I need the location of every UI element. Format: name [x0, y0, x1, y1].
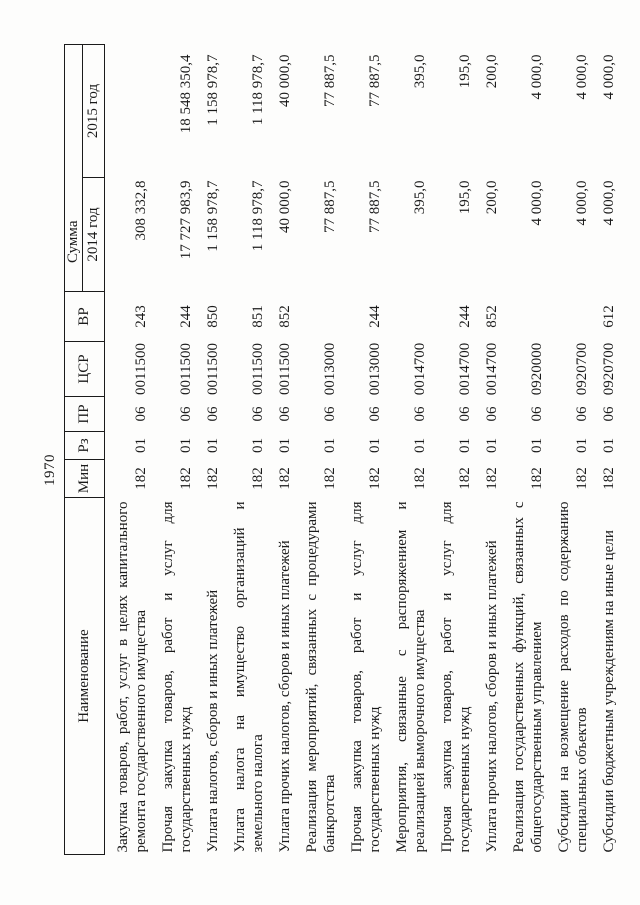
cell-name: Закупка товаров, работ, услуг в целях капитального ремонта государственного имущества — [115, 501, 149, 853]
cell-rz: 01 — [178, 438, 194, 453]
cell-sum-2015: 40 000,0 — [277, 54, 293, 107]
cell-rz: 01 — [457, 438, 473, 453]
cell-vr: 852 — [277, 305, 293, 328]
cell-csr: 0013000 — [367, 342, 383, 396]
cell-sum-2014: 308 332,8 — [133, 180, 149, 241]
cell-vr: 612 — [601, 305, 617, 328]
cell-name: Прочая закупка товаров, работ и услуг для государственных нужд — [160, 501, 194, 853]
cell-csr: 0014700 — [412, 342, 428, 396]
table-row — [294, 44, 339, 854]
table-row — [267, 44, 294, 854]
cell-name: Уплата прочих налогов, сборов и иных платежей — [277, 540, 293, 853]
cell-pr: 06 — [457, 406, 473, 422]
cell-min: 182 — [601, 467, 617, 490]
cell-rz: 01 — [250, 438, 266, 453]
cell-sum-2015: 4 000,0 — [601, 54, 617, 100]
cell-sum-2014: 4 000,0 — [529, 180, 545, 226]
cell-min: 182 — [205, 467, 221, 490]
cell-sum-2014: 40 000,0 — [277, 180, 293, 233]
table-row — [501, 44, 546, 854]
cell-name: Уплата налога на имущество организаций и земельного налога — [232, 501, 266, 853]
cell-rz: 01 — [412, 438, 428, 453]
page-number: 1970 — [42, 454, 58, 486]
col-header-name: Наименование — [65, 498, 105, 855]
cell-csr: 0014700 — [484, 342, 500, 396]
cell-rz: 01 — [529, 438, 545, 453]
cell-min: 182 — [574, 467, 590, 490]
table-header — [65, 44, 105, 854]
cell-vr: 850 — [205, 305, 221, 328]
cell-sum-2014: 195,0 — [457, 180, 473, 215]
cell-sum-2014: 1 158 978,7 — [205, 180, 221, 252]
budget-table — [64, 44, 618, 855]
cell-vr: 244 — [178, 305, 194, 328]
col-header-year-2015: 2015 год — [83, 44, 105, 177]
cell-sum-2015 — [105, 44, 151, 177]
cell-sum-2015: 18 548 350,4 — [178, 54, 194, 134]
table-row — [222, 44, 267, 854]
cell-rz: 01 — [574, 438, 590, 453]
cell-pr: 06 — [178, 406, 194, 422]
table-row — [429, 44, 474, 854]
cell-vr: 851 — [250, 305, 266, 328]
cell-pr: 06 — [322, 406, 338, 422]
cell-pr: 06 — [277, 406, 293, 422]
cell-sum-2014: 77 887,5 — [322, 180, 338, 233]
col-header-csr: ЦСР — [65, 342, 105, 397]
cell-min: 182 — [367, 467, 383, 490]
cell-pr: 06 — [250, 406, 266, 422]
table-row — [591, 44, 618, 854]
cell-min: 182 — [322, 467, 338, 490]
cell-vr — [546, 292, 591, 342]
cell-name: Уплата прочих налогов, сборов и иных платежей — [484, 540, 500, 853]
cell-sum-2015: 200,0 — [484, 54, 500, 89]
cell-csr: 0920700 — [574, 342, 590, 396]
cell-vr: 244 — [457, 305, 473, 328]
col-header-sum: Сумма — [65, 44, 83, 291]
table-row — [384, 44, 429, 854]
cell-rz: 01 — [484, 438, 500, 453]
cell-rz: 01 — [367, 438, 383, 453]
cell-vr: 852 — [484, 305, 500, 328]
cell-pr: 06 — [205, 406, 221, 422]
col-header-year-2014: 2014 год — [83, 178, 105, 292]
cell-csr: 0011500 — [205, 343, 221, 395]
cell-sum-2015: 195,0 — [457, 54, 473, 89]
cell-csr: 0014700 — [457, 342, 473, 396]
cell-csr: 0920700 — [601, 342, 617, 396]
col-header-rz: Рз — [65, 432, 105, 460]
cell-sum-2015: 77 887,5 — [367, 54, 383, 107]
cell-csr: 0011500 — [250, 343, 266, 395]
cell-min: 182 — [484, 467, 500, 490]
cell-rz: 01 — [277, 438, 293, 453]
table-row — [150, 44, 195, 854]
cell-csr: 0011500 — [133, 343, 149, 395]
cell-vr: 244 — [367, 305, 383, 328]
table-row — [546, 44, 591, 854]
cell-pr: 06 — [367, 406, 383, 422]
cell-pr: 06 — [133, 406, 149, 422]
table-row — [339, 44, 384, 854]
cell-sum-2014: 17 727 983,9 — [178, 180, 194, 260]
cell-pr: 06 — [412, 406, 428, 422]
cell-min: 182 — [412, 467, 428, 490]
cell-name: Субсидии бюджетным учреждениям на иные цели — [601, 530, 617, 853]
cell-min: 182 — [277, 467, 293, 490]
cell-sum-2014: 395,0 — [412, 180, 428, 215]
table-body — [105, 44, 619, 854]
col-header-pr: ПР — [65, 397, 105, 432]
cell-sum-2015: 4 000,0 — [529, 54, 545, 100]
cell-rz: 01 — [322, 438, 338, 453]
cell-vr — [501, 292, 546, 342]
cell-name: Прочая закупка товаров, работ и услуг для государственных нужд — [349, 501, 383, 853]
cell-name: Субсидии на возмещение расходов по содержанию специальных объектов — [556, 501, 590, 853]
cell-vr — [384, 292, 429, 342]
cell-sum-2014: 77 887,5 — [367, 180, 383, 233]
cell-sum-2014: 4 000,0 — [574, 180, 590, 226]
cell-min: 182 — [250, 467, 266, 490]
cell-pr: 06 — [484, 406, 500, 422]
cell-csr: 0011500 — [178, 343, 194, 395]
cell-name: Реализация государственных функций, связанных с общегосударственным управлением — [511, 501, 545, 853]
cell-min: 182 — [133, 467, 149, 490]
table-row — [195, 44, 222, 854]
col-header-vr: ВР — [65, 292, 105, 342]
col-header-min: Мин — [65, 460, 105, 498]
table-row — [474, 44, 501, 854]
cell-sum-2015: 77 887,5 — [322, 54, 338, 107]
cell-csr: 0920000 — [529, 342, 545, 396]
cell-sum-2015: 395,0 — [412, 54, 428, 89]
cell-min: 182 — [178, 467, 194, 490]
cell-pr: 06 — [574, 406, 590, 422]
cell-rz: 01 — [205, 438, 221, 453]
cell-csr: 0011500 — [277, 343, 293, 395]
cell-sum-2015: 1 158 978,7 — [205, 54, 221, 126]
cell-sum-2014: 4 000,0 — [601, 180, 617, 226]
cell-name: Уплата налогов, сборов и иных платежей — [205, 589, 221, 853]
cell-min: 182 — [457, 467, 473, 490]
cell-pr: 06 — [601, 406, 617, 422]
cell-rz: 01 — [133, 438, 149, 453]
cell-name: Прочая закупка товаров, работ и услуг для государственных нужд — [439, 501, 473, 853]
cell-name: Мероприятия, связанные с распоряжением и реализацией выморочного имущества — [394, 501, 428, 853]
cell-csr: 0013000 — [322, 342, 338, 396]
cell-sum-2015: 4 000,0 — [574, 54, 590, 100]
cell-rz: 01 — [601, 438, 617, 453]
cell-sum-2015: 1 118 978,7 — [250, 54, 266, 126]
cell-min: 182 — [529, 467, 545, 490]
cell-sum-2014: 200,0 — [484, 180, 500, 215]
cell-name: Реализация мероприятий, связанных с процедурами банкротства — [304, 501, 338, 853]
cell-sum-2014: 1 118 978,7 — [250, 180, 266, 252]
table-row — [105, 44, 151, 854]
cell-vr: 243 — [133, 305, 149, 328]
cell-pr: 06 — [529, 406, 545, 422]
cell-vr — [294, 292, 339, 342]
